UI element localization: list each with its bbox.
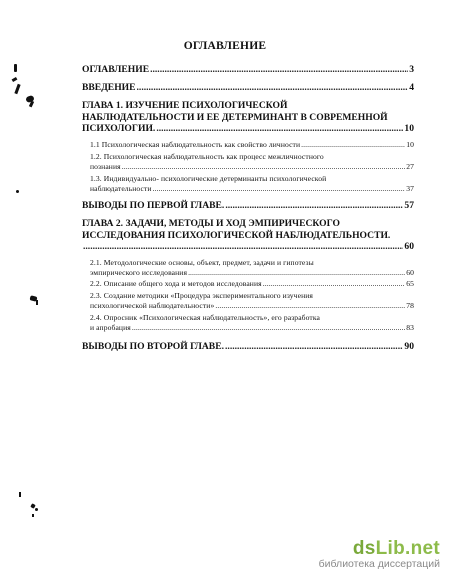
- watermark-tagline: библиотека диссертаций: [318, 558, 440, 570]
- toc-entry-section-2-1: [82, 258, 414, 277]
- toc-entry-page: 10: [406, 140, 414, 149]
- scan-mark: [32, 514, 34, 517]
- watermark-logo-ds: ds: [352, 538, 376, 559]
- toc-entry-page: 83: [406, 322, 414, 332]
- toc-entry-section-1-3: [82, 174, 414, 193]
- toc-entry-label: познания: [90, 161, 121, 171]
- toc-leader-dots: [225, 341, 403, 353]
- toc-entry-label: 2.2. Описание общего хода и методов исследования: [90, 279, 262, 288]
- toc-entry-label: ВЫВОДЫ ПО ПЕРВОЙ ГЛАВЕ.: [82, 200, 225, 211]
- toc-entry-line: 1.2. Психологическая наблюдательность как процесс межличностного: [90, 152, 324, 161]
- toc-entry-page: 57: [404, 200, 414, 211]
- toc-entry-line: ГЛАВА 1. ИЗУЧЕНИЕ ПСИХОЛОГИЧЕСКОЙ: [82, 100, 288, 111]
- toc-leader-dots: [263, 279, 405, 289]
- toc-entry-label: ВВЕДЕНИЕ: [82, 82, 136, 93]
- toc-entry-label: эмпирического исследования: [90, 267, 188, 277]
- scan-mark: [14, 64, 17, 72]
- toc-entry-page: 10: [404, 123, 414, 135]
- toc-leader-dots: [150, 64, 408, 76]
- scan-mark: [19, 492, 21, 497]
- toc-entry-label: наблюдательности: [90, 183, 152, 193]
- toc-leader-dots: [153, 184, 406, 194]
- toc-entry-conclusions-1: [82, 200, 414, 212]
- toc-leader-dots: [156, 123, 403, 135]
- toc-entry-line: ГЛАВА 2. ЗАДАЧИ, МЕТОДЫ И ХОД ЭМПИРИЧЕСКОГО: [82, 218, 340, 229]
- toc-entry-section-1-1: [82, 140, 414, 150]
- toc-leader-dots: [188, 268, 405, 278]
- toc-leader-dots: [225, 200, 403, 212]
- scan-mark: [14, 84, 20, 94]
- toc-entry-page: 65: [406, 279, 414, 288]
- toc-entry-page: 3: [409, 64, 414, 75]
- toc-entry-page: 78: [406, 300, 414, 310]
- toc-entry-label: ВЫВОДЫ ПО ВТОРОЙ ГЛАВЕ.: [82, 341, 225, 352]
- toc-entry-line: НАБЛЮДАТЕЛЬНОСТИ И ЕЕ ДЕТЕРМИНАНТ В СОВРЕМЕННОЙ: [82, 111, 388, 123]
- toc-entry-page: 27: [406, 161, 414, 171]
- toc-entry-page: 4: [409, 82, 414, 93]
- toc-leader-dots: [301, 140, 405, 150]
- toc-leader-dots: [137, 82, 409, 94]
- toc-entry-section-2-3: [82, 291, 414, 310]
- toc-entry-introduction: [82, 82, 414, 94]
- toc-leader-dots: [122, 162, 405, 172]
- toc-entry-line: 1.3. Индивидуально- психологические детерминанты психологической: [90, 174, 327, 183]
- toc-entry-label: и апробация: [90, 322, 131, 332]
- toc-entry-line: 2.1. Методологические основы, объект, предмет, задачи и гипотезы: [90, 258, 314, 267]
- toc-entry-page: 90: [404, 341, 414, 352]
- toc-entry-label: психологической наблюдательности»: [90, 300, 215, 310]
- scan-mark: [36, 300, 38, 305]
- watermark-logo-rest: Lib.net: [375, 538, 440, 559]
- scan-mark: [35, 508, 38, 511]
- toc-entry-conclusions-2: [82, 341, 414, 353]
- toc-entry-line: 2.4. Опросник «Психологическая наблюдательность», его разработка: [90, 313, 320, 322]
- toc-entry-chapter-1: [82, 100, 414, 135]
- toc-entry-page: 37: [406, 183, 414, 193]
- toc-entry-line: 2.3. Создание методики «Процедура экспериментального изучения: [90, 291, 313, 300]
- toc-leader-dots: [132, 323, 405, 333]
- scan-mark: [12, 77, 18, 82]
- scan-mark: [29, 101, 34, 108]
- toc-entry-section-2-4: [82, 313, 414, 332]
- watermark-logo: [319, 538, 440, 560]
- toc-entry-page: 60: [404, 241, 414, 253]
- toc-entry-label: ПСИХОЛОГИИ.: [82, 123, 156, 135]
- toc-entry-section-2-2: [82, 279, 414, 289]
- toc-entry-label: ОГЛАВЛЕНИЕ: [82, 64, 150, 75]
- page-title: ОГЛАВЛЕНИЕ: [183, 40, 267, 52]
- toc-leader-dots: [83, 241, 403, 253]
- toc-entry-line: ИССЛЕДОВАНИЯ ПСИХОЛОГИЧЕСКОЙ НАБЛЮДАТЕЛЬНОСТИ.: [82, 229, 391, 241]
- watermark: [319, 538, 440, 570]
- toc-entry-section-1-2: [82, 152, 414, 171]
- toc-leader-dots: [215, 301, 405, 311]
- toc-entry-label: 1.1 Психологическая наблюдательность как свойство личности: [90, 140, 301, 149]
- toc-entry-page: 60: [406, 267, 414, 277]
- toc-entry-contents: [82, 64, 414, 76]
- toc-entry-chapter-2: [82, 218, 414, 253]
- scan-mark: [16, 190, 19, 193]
